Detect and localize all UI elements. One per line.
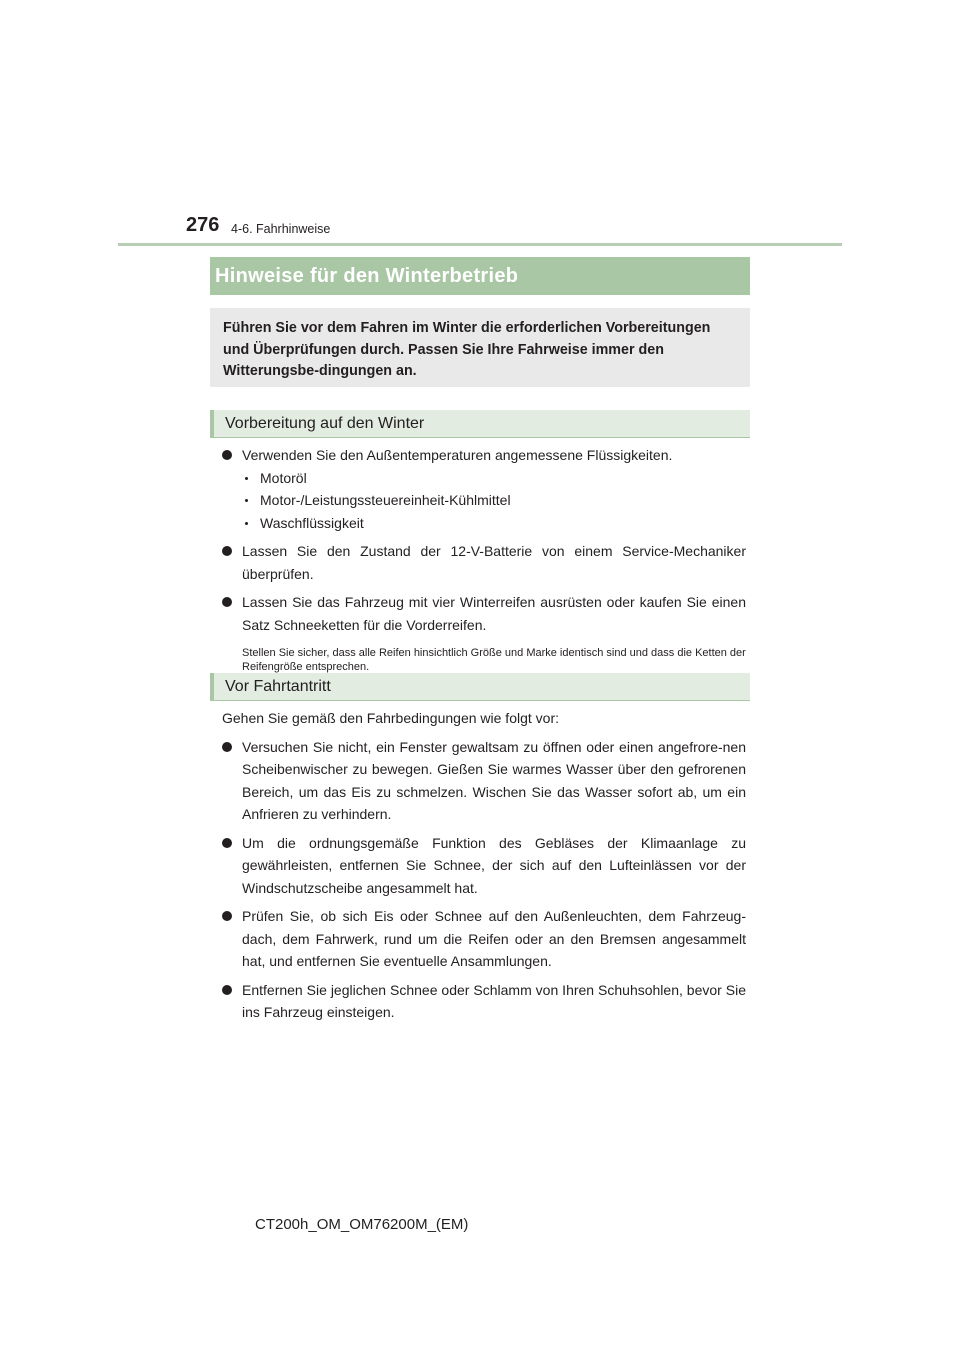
page-title: Hinweise für den Winterbetrieb [210, 257, 750, 295]
list-item-text: Verwenden Sie den Außentemperaturen angemessene Flüssigkeiten. [242, 447, 673, 463]
list-item-text: Prüfen Sie, ob sich Eis oder Schnee auf den Außenleuchten, dem Fahrzeug-dach, dem Fahrwerk, rund um die Reifen oder an den Bremsen angesammelt hat, und entfernen Sie eventuelle Ansammlungen. [242, 908, 746, 969]
bullet-icon [222, 546, 232, 556]
section-heading-winter-preparation [210, 410, 750, 438]
bullet-icon [222, 985, 232, 995]
sub-list-item-text: Motoröl [260, 469, 307, 486]
section-heading-label: Vor Fahrtantritt [225, 678, 331, 695]
sub-list-item-text: Motor-/Leistungssteuereinheit-Kühlmittel [260, 492, 511, 508]
list-item [222, 736, 746, 826]
before-driving-content [222, 707, 746, 1030]
list-item-text: Lassen Sie das Fahrzeug mit vier Winterreifen ausrüsten oder kaufen Sie einen Satz Schneeketten für die Vorderreifen. [242, 594, 746, 633]
sub-list-item-text: Waschflüssigkeit [260, 514, 364, 531]
list-item [222, 540, 746, 585]
header-divider [118, 243, 842, 246]
list-item-text: Entfernen Sie jeglichen Schnee oder Schlamm von Ihren Schuhsohlen, bevor Sie ins Fahrzeug einsteigen. [242, 981, 746, 1020]
small-bullet-icon [245, 477, 248, 480]
intro-box [210, 308, 750, 387]
list-item-text: Versuchen Sie nicht, ein Fenster gewaltsam zu öffnen oder einen angefrore-nen Scheibenwischer zu bewegen. Gießen Sie warmes Wasser über den gefrorenen Bereich, um das Eis zu schmelzen. Wischen Sie das Wasser sofort ab, um ein Anfrieren zu verhindern. [242, 738, 746, 822]
list-item [222, 905, 746, 973]
page-number: 276 [186, 214, 220, 236]
list-item [222, 832, 746, 900]
section-heading-before-driving [210, 673, 750, 701]
list-item [222, 444, 746, 467]
list-item-text: Um die ordnungsgemäße Funktion des Gebläses der Klimaanlage zu gewährleisten, entfernen Sie Schnee, der sich auf den Lufteinlässen vor der Windschutzscheibe angesammelt hat. [242, 834, 746, 896]
list-item [222, 979, 746, 1024]
sub-list-item [222, 467, 746, 490]
small-bullet-icon [245, 522, 248, 525]
section-breadcrumb: 4-6. Fahrhinweise [231, 222, 331, 236]
winter-preparation-content [222, 444, 746, 674]
sub-list-item [222, 489, 746, 512]
sub-list-item [222, 512, 746, 535]
bullet-icon [222, 911, 232, 921]
list-item [222, 591, 746, 636]
bullet-icon [222, 742, 232, 752]
small-bullet-icon [245, 499, 248, 502]
list-item-text: Lassen Sie den Zustand der 12-V-Batterie von einem Service-Mechaniker überprüfen. [242, 543, 746, 582]
lead-text: Gehen Sie gemäß den Fahrbedingungen wie folgt vor: [222, 710, 559, 726]
tire-note: Stellen Sie sicher, dass alle Reifen hinsichtlich Größe und Marke identisch sind und dass die Ketten der Reifengröße entsprechen. [242, 647, 746, 673]
section-heading-label: Vorbereitung auf den Winter [225, 415, 425, 432]
document-code: CT200h_OM_OM76200M_(EM) [255, 1216, 469, 1233]
bullet-icon [222, 838, 232, 848]
bullet-icon [222, 597, 232, 607]
intro-text: Führen Sie vor dem Fahren im Winter die erforderlichen Vorbereitungen und Überprüfungen durch. Passen Sie Ihre Fahrweise immer den Witterungsbe-dingungen an. [223, 320, 711, 379]
bullet-icon [222, 450, 232, 460]
